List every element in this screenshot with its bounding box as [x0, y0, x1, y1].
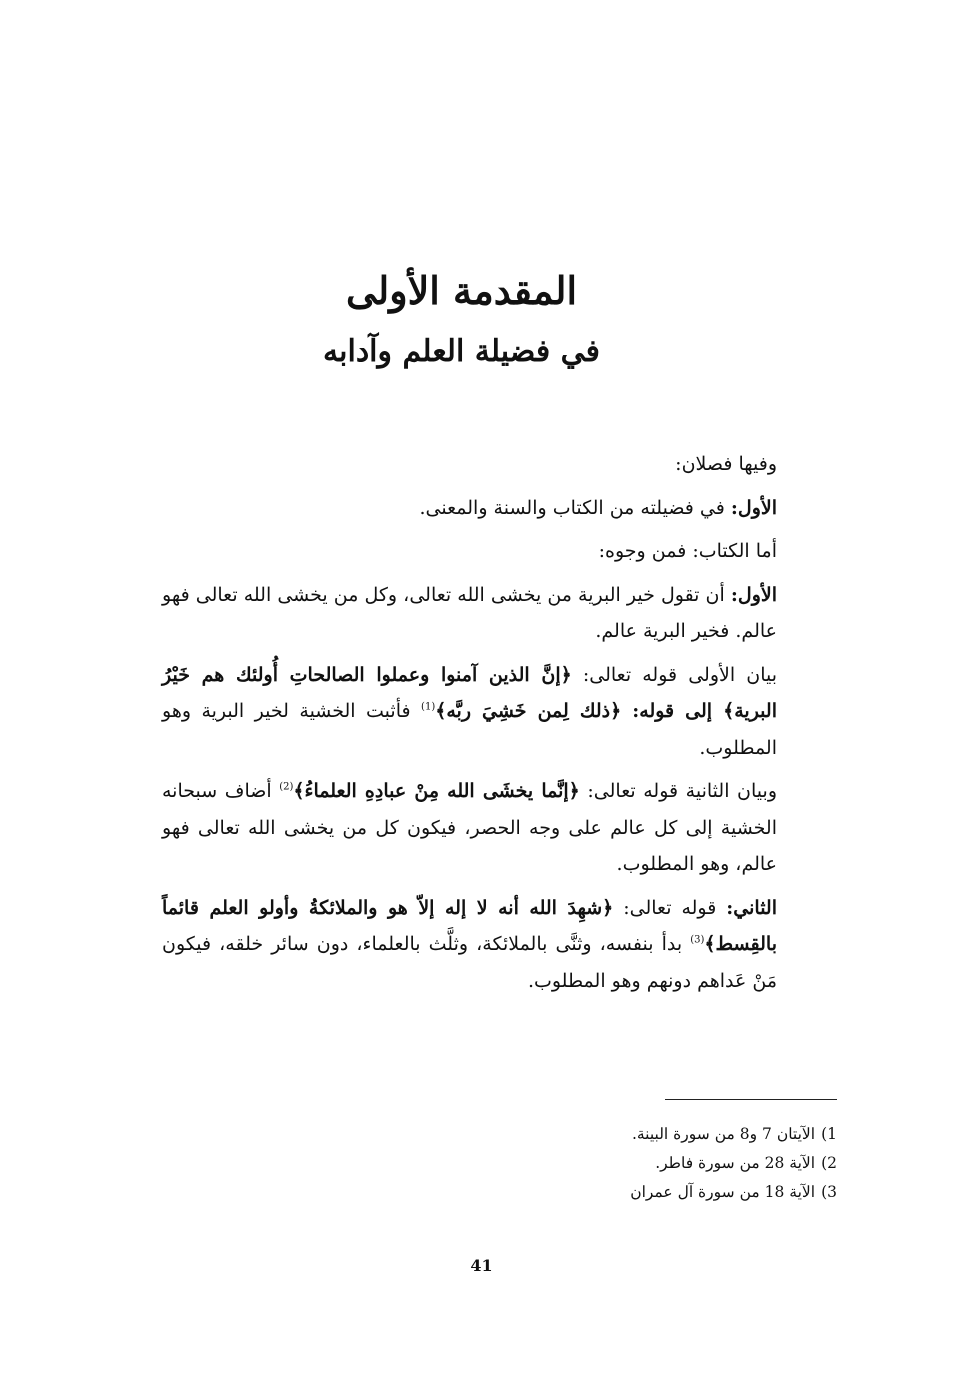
book-intro-line	[162, 533, 777, 570]
footnote-ref-1: (1)	[421, 701, 436, 713]
chapter-subtitle: في فضيلة العلم وآدابه	[323, 334, 600, 369]
p1-verse-2: ﴿ذلك لِمن خَشِيَ ربَّه﴾	[435, 700, 622, 722]
p1-verse-1: ﴿إنَّ الذين آمنوا وعملوا الصالحاتِ أُولئك هم خَيْرُ البرية﴾	[162, 663, 777, 722]
first-aspect-paragraph	[162, 577, 777, 650]
book-intro-text: أما الكتاب: فمن وجوه:	[598, 540, 777, 562]
second-aspect-paragraph	[162, 890, 777, 1000]
second-proof-paragraph	[162, 773, 777, 883]
p1-lead: بيان الأولى قوله تعالى:	[571, 663, 778, 686]
footnote-ref-3: (3)	[690, 934, 705, 946]
body-text	[162, 446, 777, 999]
section1-label: الأول:	[730, 496, 777, 519]
footnote-item	[437, 1178, 837, 1207]
intro-line	[162, 446, 777, 483]
p2-lead: وبيان الثانية قوله تعالى:	[579, 780, 777, 802]
footnote-number: 3)	[821, 1183, 837, 1201]
first-proof-paragraph	[162, 657, 777, 767]
footnotes	[437, 1120, 837, 1207]
p1-mid: إلى قوله:	[621, 700, 724, 722]
p2-tail: أضاف سبحانه الخشية إلى كل عالم على وجه الحصر، فيكون كل من يخشى الله تعالى فهو عالم، وهو المطلوب.	[162, 780, 777, 875]
footnote-item	[437, 1120, 837, 1149]
p3-tail: بدأ بنفسه، وثنَّى بالملائكة، وثلَّث بالعلماء، دون سائر خلقه، فيكون مَنْ عَداهم دونهم وهو المطلوب.	[162, 933, 777, 992]
p1-tail: فأثبت الخشية لخير البرية وهو المطلوب.	[162, 700, 777, 759]
page-number: 41	[470, 1256, 493, 1275]
p3-verse: ﴿شهِدَ الله أنه لا إله إلاّ هو والملائكةُ وأولو العلم قائماً بالقِسط﴾	[162, 896, 777, 955]
intro-text: وفيها فصلان:	[675, 453, 777, 475]
footnote-text: الآيتان 7 و8 من سورة البينة.	[631, 1125, 816, 1143]
first-text: أن تقول خير البرية من يخشى الله تعالى، وكل من يخشى الله تعالى فهو عالم. فخير البرية عالم.	[162, 583, 777, 642]
first-label: الأول:	[730, 583, 777, 606]
footnote-separator	[665, 1099, 837, 1100]
p3-lead: قوله تعالى:	[613, 896, 727, 919]
chapter-title: المقدمة الأولى	[345, 268, 578, 313]
footnote-item	[437, 1149, 837, 1178]
section1-paragraph	[162, 490, 777, 527]
footnote-number: 2)	[821, 1154, 837, 1172]
footnote-text: الآية 18 من سورة آل عمران	[630, 1183, 816, 1201]
second-label: الثاني:	[726, 896, 777, 919]
p2-verse: ﴿إنَّما يخشَى الله مِنْ عبادِهِ العلماءُ﴾	[293, 780, 580, 802]
footnote-text: الآية 28 من سورة فاطر.	[655, 1154, 816, 1172]
footnote-ref-2: (2)	[279, 781, 294, 793]
section1-text: في فضيلته من الكتاب والسنة والمعنى.	[419, 496, 731, 519]
footnote-number: 1)	[821, 1125, 837, 1143]
